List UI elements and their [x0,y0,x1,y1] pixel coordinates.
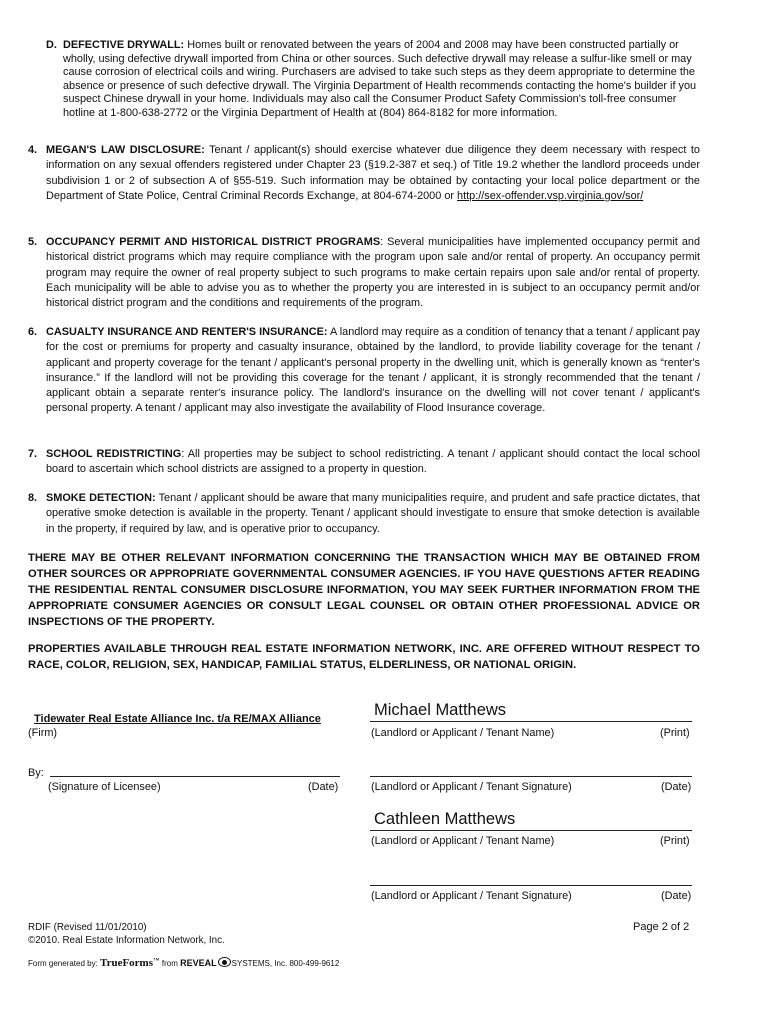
firm-name: Tidewater Real Estate Alliance Inc. t/a RE/MAX Alliance [34,713,321,725]
item-heading: MEGAN'S LAW DISCLOSURE: [46,144,205,156]
licensee-signature-label: (Signature of Licensee) [48,781,161,793]
notice-fair-housing: PROPERTIES AVAILABLE THROUGH REAL ESTATE INFORMATION NETWORK, INC. ARE OFFERED WITHOUT RESPECT TO RACE, COLOR, RELIGION, SEX, HANDICAP, FAMILIAL STATUS, ELDERLINESS, OR NATIONAL ORIGIN. [28,643,700,671]
item-school-redistricting [28,447,700,478]
systems-text: SYSTEMS, Inc. [231,959,288,968]
item-text: : Several municipalities have implemented occupancy permit and historical district programs which may require compliance with the program upon sale and/or rental of property. An occupancy permit program may require the owner of real property subject to such programs to make certain repairs upon sale and/or rental of property. Each municipality will be able to advise you as to whether the property you are interested in is subject to an occupancy permit and/or historical district program and the conditions and requirements of the program. [46,236,700,310]
tenant-name-1: Michael Matthews [374,701,507,719]
form-id: RDIF (Revised 11/01/2010) [28,922,147,933]
tenant-name-1-label: (Landlord or Applicant / Tenant Name) [371,727,555,739]
tenant-signature-1-line[interactable] [370,776,692,777]
licensee-signature-line[interactable] [50,776,340,777]
tenant-signature-1-date-label: (Date) [661,781,692,793]
item-heading: OCCUPANCY PERMIT AND HISTORICAL DISTRICT PROGRAMS [46,236,381,248]
item-casualty-insurance [28,325,700,417]
tenant-name-2-label: (Landlord or Applicant / Tenant Name) [371,835,555,847]
tenant-signature-1-label: (Landlord or Applicant / Tenant Signature) [371,781,572,793]
form-footer [28,921,225,947]
item-d-label: D. [46,39,57,51]
tenant-name-2-line[interactable] [370,830,692,831]
item-heading: CASUALTY INSURANCE AND RENTER'S INSURANCE: [46,326,328,338]
page-number: Page 2 of 2 [633,921,690,933]
eye-icon [218,957,231,967]
from-text: from [161,959,178,968]
item-number: 5. [28,236,38,248]
tenant-name-2-print-label: (Print) [660,835,690,847]
trademark: ™ [153,957,160,965]
item-d-text: Homes built or renovated between the years of 2004 and 2008 may have been constructed partially or wholly, using defective drywall imported from China or other sources. Such defective drywall may release a sulfur-like smell or may cause corrosion of electrical coils and wiring. Purchasers are advised to take such steps as they deem appropriate to determine the absence or presence of such defective drywall. The Virginia Department of Health recommends contacting the home's builder if you suspect Chinese drywall in your home. Individuals may also call the Consumer Product Safety Commission's toll-free consumer hotline at 1-800-638-2772 or the Virginia Department of Health at (804) 864-8182 for more information. [63,39,697,119]
notice-other-information: THERE MAY BE OTHER RELEVANT INFORMATION CONCERNING THE TRANSACTION WHICH MAY BE OBTAINED FROM OTHER SOURCES OR APPROPRIATE GOVERNMENTAL CONSUMER AGENCIES. IF YOU HAVE QUESTIONS AFTER READING THE RESIDENTIAL RENTAL CONSUMER DISCLOSURE INFORMATION, YOU MAY SEEK FURTHER INFORMATION FROM THE APPROPRIATE CONSUMER AGENCIES OR CONSULT LEGAL COUNSEL OR OBTAIN OTHER PROFESSIONAL ADVICE OR INSPECTIONS OF THE PROPERTY. [28,552,700,628]
tenant-signature-2-label: (Landlord or Applicant / Tenant Signature) [371,890,572,902]
by-label: By: [28,767,44,779]
licensee-date-label: (Date) [308,781,339,793]
tenant-name-2: Cathleen Matthews [374,810,516,828]
tenant-name-1-line[interactable] [370,721,692,722]
item-d-heading: DEFECTIVE DRYWALL: [62,39,185,51]
reveal-logo: REVEAL [180,958,217,968]
item-number: 4. [28,144,38,156]
item-text: Tenant / applicant(s) should exercise whatever due diligence they deem necessary with respect to information on any sexual offenders registered under Chapter 23 (§19.2-387 et seq.) of Title 19.2 whether the landlord proceeds under subdivision 1 or 2 of subsection A of §55-519. Such information may be obtained by contacting your local police department or the Department of State Police, Central Criminal Records Exchange, at 804-674-2000 or [46,144,700,202]
item-text: A landlord may require as a condition of tenancy that a tenant / applicant pay for the cost or premiums for property and casualty insurance, obtained by the landlord, to provide liability coverage for the tenant / applicant and property coverage for the tenant / applicant's personal property in the dwelling unit, which is generally known as “renter's insurance.” If the landlord will not be providing this coverage for the tenant / applicant, it is strongly recommended that the tenant / applicant obtain a separate renter's insurance policy. The landlord's insurance on the dwelling will not cover tenant / applicant's personal property. A tenant / applicant may also investigate the availability of Flood Insurance coverage. [46,326,700,415]
tenant-signature-2-line[interactable] [370,885,692,886]
item-defective-drywall [46,39,700,120]
item-number: 8. [28,492,38,504]
item-occupancy-permit [28,235,700,311]
item-megans-law [28,143,700,204]
tenant-signature-2-date-label: (Date) [661,890,692,902]
item-text: : All properties may be subject to school redistricting. A tenant / applicant should contact the local school board to ascertain which school districts are assigned to a property in question. [46,448,701,476]
item-smoke-detection [28,491,700,537]
trueforms-logo: TrueForms [100,957,153,969]
tenant-name-1-print-label: (Print) [660,727,690,739]
item-text: Tenant / applicant should be aware that many municipalities require, and prudent and safe practice dictates, that operative smoke detection is available in the property. Tenant / applicant should investigate to ensure that smoke detection is available in the property, if required by law, and is operative prior to occupancy. [46,492,700,535]
item-number: 6. [28,326,38,338]
generated-prefix: Form generated by: [28,959,98,968]
generator-credit [28,957,339,969]
item-number: 7. [28,448,38,460]
item-heading: SCHOOL REDISTRICTING [46,448,182,460]
copyright: ©2010. Real Estate Information Network, Inc. [28,935,225,946]
sex-offender-registry-link[interactable]: http://sex-offender.vsp.virginia.gov/sor/ [457,189,644,202]
item-heading: SMOKE DETECTION: [46,492,156,504]
phone-number: 800-499-9612 [289,959,340,968]
firm-label: (Firm) [28,727,58,739]
